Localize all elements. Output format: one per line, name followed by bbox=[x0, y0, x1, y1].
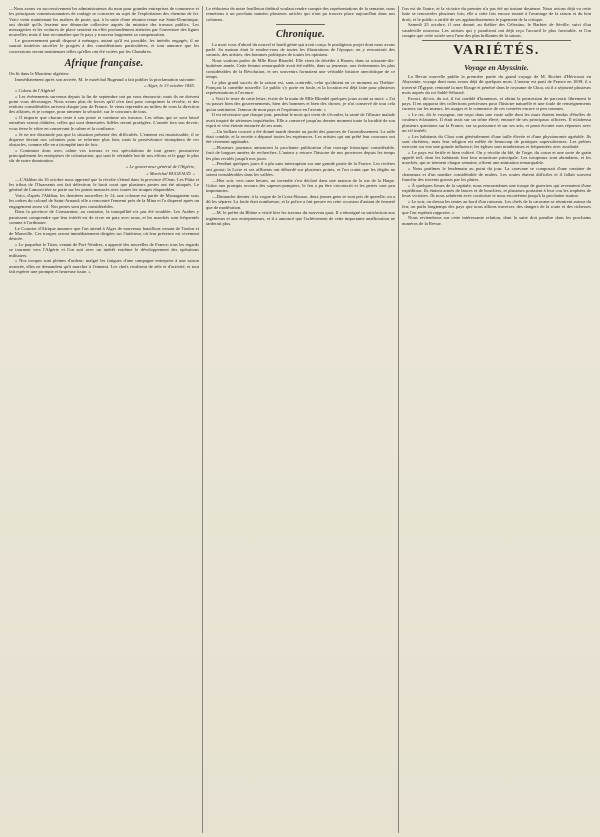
paragraph: « Les événements survenus depuis la fin de septembre ont pu vous émouvoir; mais ils ne doivent point vous décourager. Nous avons plus de forces qu'il n'en faut pour comprimer la révolte, et des renforts considérables arrivent chaque jour de France. Je viens reprendre au milieu de vous la direction des affaires, et je compte, pour ramener la sécurité, sur le concours de tous. bbox=[9, 93, 199, 115]
paragraph: « Le soir, on dressa les tentes au bord d'un ruisseau. Les chefs de la caravane se réunirent autour du feu; on parla longtemps des pays que nous allions traverser, des dangers de la route et des richesses que l'on espérait rapporter. » bbox=[402, 199, 591, 215]
paragraph: On lit dans le Moniteur algérien: bbox=[9, 70, 70, 76]
column-right bbox=[398, 6, 594, 833]
paragraph: —Plusieurs journaux annoncent la prochaine publication d'un ouvrage historique considérable, fruit de longues années de recherches. L'auteur y retrace l'histoire de nos provinces depuis les temps les plus reculés jusqu'à nos jours. bbox=[206, 145, 395, 161]
divider bbox=[276, 24, 325, 25]
paragraph: Nous reviendrons sur cette intéressante relation, dont la suite doit paraître dans les prochains numéros de la Revue. bbox=[402, 215, 591, 226]
paragraph: « Je ne me dissimule pas que la situation présente des difficultés. L'ennemi est insaisissable, il se disperse devant nos colonnes pour se reformer plus loin; mais la persévérance triomphera de ces obstacles, comme elle en a triomphé tant de fois. bbox=[9, 131, 199, 148]
signature-name: « Maréchal BUGEAUD. » bbox=[146, 170, 195, 176]
paragraph: Favori, dit-on, du roi, il fut comblé d'honneurs, et obtint la permission de parcourir librement le pays. Il en rapporta des collections précieuses pour l'histoire naturelle et une foule de renseignements curieux sur les mœurs, les usages et le commerce de ces contrées encore si peu connues. bbox=[402, 95, 591, 112]
paragraph: —Hier soir, vers onze heures, un incendie s'est déclaré dans une maison de la rue de la Harpe. Grâce aux prompts secours des sapeurs-pompiers, le feu a pu être circonscrit et les pertes sont peu importantes. bbox=[206, 177, 395, 194]
divider bbox=[422, 40, 571, 41]
paragraph: « À quelques lieues de la capitale, nous rencontrâmes une troupe de guerriers qui revenaient d'une expédition. Ils étaient armés de lances et de boucliers, et plusieurs portaient à leur cou les trophées de leurs victoires. Ils nous saluèrent avec courtoisie et nous escortèrent jusqu'à la prochaine station. bbox=[402, 182, 591, 199]
paragraph: « Nous partîmes le lendemain au point du jour. La caravane se composait d'une centaine de chameaux et d'un nombre considérable de mulets. Les routes étaient difficiles et il fallait souvent franchir des torrents grossis par les pluies. bbox=[402, 166, 591, 182]
paragraph: Nous voulons parler de Mlle Rose Blondel. Elle vient de décéder à Rouen, dans sa soixante-dix-huitième année. Cette femme remarquable avait été mêlée, dans sa jeunesse, aux événements les plus considérables de la Révolution, et ses souvenirs formaient une véritable histoire anecdotique de ce temps. bbox=[206, 58, 395, 79]
column-left bbox=[6, 6, 202, 833]
paragraph: —Dimanche dernier, à la vogue de la Croix-Rousse, deux jeunes gens se sont pris de querelle; on a dû les séparer. La foule était nombreuse, et la police a fait preuve en cette occasion d'autant de fermeté que de modération. bbox=[206, 194, 395, 210]
paragraph: Immédiatement après son arrivée, M. le maréchal Bugeaud a fait publier la proclamation suivante: bbox=[15, 76, 196, 82]
paragraph: —L'Akhbar du 16 octobre nous apprend que la révolte s'étend dans la province d'Oran. Les Flitta et les tribus de l'Ouarsenis ont fait défection; le bruit court que plusieurs postes ont été attaqués. Le général de Lamoricière se porte sur les points menacés avec toutes les troupes disponibles. bbox=[9, 176, 199, 193]
section-heading-varietes: VARIÉTÉS. bbox=[453, 43, 540, 59]
paragraph: Dans la province de Constantine, au contraire, la tranquillité n'a pas été troublée. Les Arabes y paraissent comprendre que leur intérêt est de vivre en paix avec nous, et les marchés sont fréquentés comme à l'ordinaire. bbox=[9, 209, 199, 225]
paragraph: Voici, d'après l'Akhbar, les dernières nouvelles: le 14, une colonne est partie de Mostaganem sous les ordres du colonel de Saint-Arnaud; elle a rencontré l'ennemi près de la Mina et l'a dispersé après un engagement assez vif. Nos pertes sont peu considérables. bbox=[9, 193, 199, 209]
paragraph: « Continuez donc avec calme vos travaux et vos spéculations de tout genre; poursuivez principalement les entreprises de colonisation, qui sont le véritable but de nos efforts et le gage le plus sûr de notre domination. bbox=[9, 147, 199, 164]
paragraph: « Voici le texte de cette lettre, écrite de la main de Mlle Blondel quelques jours avant sa mort: « J'ai vu passer bien des gouvernements, bien des hommes et bien des choses; je n'ai conservé de tout cela qu'un sentiment: l'amour de mon pays et l'espérance en l'avenir. » bbox=[206, 96, 395, 112]
paragraph: « Le pays est fertile et bien cultivé. On y récolte du blé, de l'orge, du coton et une sorte de grain appelé teff, dont les habitants font leur nourriture principale. Les troupeaux sont abondants, et les marchés, qui se tiennent chaque semaine, offrent une animation remarquable. bbox=[402, 149, 591, 166]
paragraph: « Le roi, dit le voyageur, me reçut dans une vaste salle dont les murs étaient tendus d'étoffes de couleurs éclatantes. Il était assis sur un trône élevé, entouré de ses principaux officiers. Il m'adressa plusieurs questions sur la France, sur sa puissance et sur ses arts, et parut écouter mes réponses avec un vif intérêt. bbox=[402, 112, 591, 133]
signature-line: « Le gouverneur général de l'Algérie, bbox=[125, 164, 195, 170]
paragraph: « Les habitants du Choa sont généralement d'une taille élevée et d'une physionomie agréable. Ils sont chrétiens, mais leur religion est mêlée de beaucoup de pratiques superstitieuses. Les prêtres exercent sur eux une grande influence; les églises sont nombreuses et fréquentées avec assiduité. bbox=[402, 133, 591, 150]
paragraph: La mort vous d'abord du nouvel et hardi génie qui avait conçu le prodigieux projet dont nous avons parlé. Sa maison était le rendez-vous de toutes les illustrations de l'époque; on y rencontrait des savants, des artistes, des hommes politiques de toutes les opinions. bbox=[206, 41, 395, 58]
column-middle bbox=[202, 6, 398, 833]
paragraph: Le rédacteur de notre feuilleton théâtral voulant rendre compte des représentations de la semaine, nous remettons à un prochain numéro plusieurs articles qui n'ont pu trouver place aujourd'hui dans nos colonnes. bbox=[206, 6, 395, 22]
paragraph: Le gouvernement paraît disposé à ménager, autant qu'il est possible, les intérêts engagés; il ne saurait toutefois sacrifier le progrès à des considérations particulières, et tout annonce que les concessions seront maintenues telles qu'elles ont été votées par les Chambres. bbox=[9, 38, 199, 54]
columns bbox=[6, 6, 594, 833]
paragraph: Le plus grand succès de la saison est, sans contredit, celui qu'obtient en ce moment au Théâtre-Français la comédie nouvelle. Le public s'y porte en foule, et la location est déjà faite pour plusieurs représentations à l'avance. bbox=[206, 79, 395, 96]
paragraph: « Nos troupes sont pleines d'ardeur; malgré les fatigues d'une campagne entreprise à une saison avancée, elles ne demandent qu'à marcher à l'ennemi. Les chefs rivalisent de zèle et d'activité, et tout fait espérer une prompte et heureuse issue. » bbox=[9, 258, 199, 274]
dateline: « Alger, le 13 octobre 1845. bbox=[144, 82, 195, 88]
paragraph: « Il importe que chacun reste à son poste et continue ses travaux. Les tribus qui se sont laissé entraîner seront châtiées; celles qui sont demeurées fidèles seront protégées. L'armée fera son devoir; vous ferez le vôtre en conservant le calme et la confiance. bbox=[9, 115, 199, 131]
paragraph: —M. le préfet du Rhône a visité hier les travaux du nouveau quai. Il a témoigné sa satisfaction aux ingénieurs et aux entrepreneurs, et il a annoncé que l'achèvement de cette importante amélioration ne tarderait plus. bbox=[206, 210, 395, 226]
paragraph: « Colons de l'Algérie! bbox=[15, 87, 56, 93]
paragraph: Samedi 25 octobre, il sera donné, au théâtre des Célestins, le Barbier de Séville, suivi d'un vaudeville nouveau. Les artistes qui y paraîtront ont déjà reçu l'accueil le plus favorable, et l'on compte que cette soirée sera l'une des plus brillantes de la saison. bbox=[402, 22, 591, 38]
section-heading-chronique: Chronique. bbox=[276, 28, 325, 40]
paragraph: —Pendant quelques jours il a plu sans interruption sur une grande partie de la France. Les rivières ont grossi; la Loire et ses affluents ont débordé sur plusieurs points, et l'on craint que les dégâts ne soient considérables dans les vallées. bbox=[206, 161, 395, 177]
article-title: Voyage en Abyssinie. bbox=[464, 63, 529, 73]
paragraph: l'on est de l'autre, et la victoire du premier n'a pas été un instant douteuse. Nous avions déjà vu cette lutte se renouveler plusieurs fois; elle a cette fois encore tourné à l'avantage de la raison et du bon droit, et le public a ratifié de ses applaudissements le jugement de la critique. bbox=[402, 6, 591, 22]
paragraph: —Un brillant concert a été donné mardi dernier au profit des pauvres de l'arrondissement. La salle était comble, et la recette a dépassé toutes les espérances. Les artistes qui ont prêté leur concours ont été vivement applaudis. bbox=[206, 128, 395, 145]
divider bbox=[472, 60, 521, 61]
paragraph: Il est nécessaire que chaque jour, pendant le mois qui vient de s'écouler, la santé de l'illustre malade avait inspiré de sérieuses inquiétudes. Elle a conservé jusqu'au dernier moment toute la lucidité de son esprit et s'est éteinte entourée de ses amis. bbox=[206, 112, 395, 128]
paragraph: Le Courrier d'Afrique annonce que l'on attend à Alger de nouveaux bataillons venant de Toulon et de Marseille. Ces troupes seront immédiatement dirigées sur l'intérieur, où leur présence est vivement désirée. bbox=[9, 225, 199, 242]
paragraph: La Revue nouvelle publie la première partie du grand voyage de M. Rochet d'Héricourt en Abyssinie, voyage dont nous avons déjà dit quelques mots. L'auteur est parti de France en 1839; il a traversé l'Égypte, remonté la mer Rouge et pénétré dans le royaume de Choa, où il a séjourné plusieurs mois auprès du roi Sahlé-Sélassié. bbox=[402, 74, 591, 95]
section-heading-afrique: Afrique française. bbox=[64, 57, 144, 69]
paragraph: —Nous avons vu successivement les administrateurs du mon pour grandes entreprises de commerce et les principaux commissionnaires de roulage se concerter au sujet de l'exploitation des chemins de fer. Voici venir maintenant les maîtres de poste, qui, à la suite d'une réunion tenue rue Saint-Dominique, ont décidé qu'ils feraient une démarche collective auprès du ministre des travaux publics. Les messageries et les voitures de place seraient en effet profondément atteintes par l'ouverture des lignes nouvelles; mais il faut reconnaître que le pays y trouvera largement sa compensation. bbox=[9, 6, 199, 38]
paragraph: « Le paquebot le Titan, venant de Port-Vendres, a apporté des nouvelles de France; tous les regards se tournent vers l'Algérie et l'on suit avec un intérêt extrême le développement des opérations militaires. bbox=[9, 242, 199, 258]
